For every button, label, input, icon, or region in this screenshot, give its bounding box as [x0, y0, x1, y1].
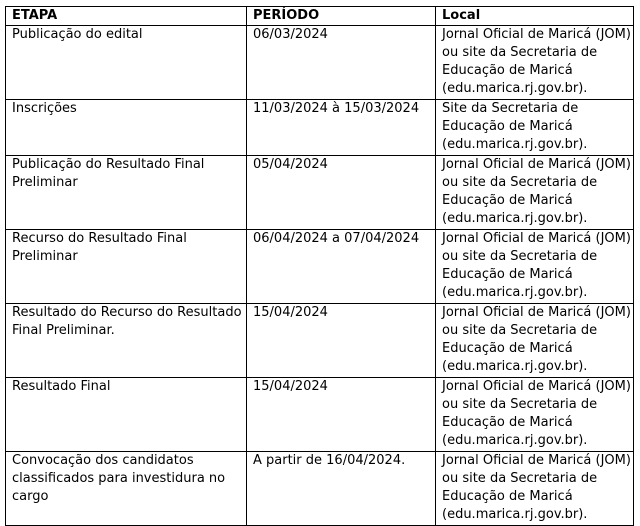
cell-etapa: Publicação do Resultado Final Preliminar: [6, 156, 247, 230]
header-row: [6, 7, 634, 26]
table-row: [6, 452, 634, 526]
table-row: [6, 304, 634, 378]
table-row: [6, 156, 634, 230]
header-etapa: ETAPA: [6, 7, 247, 26]
header-local: Local: [436, 7, 634, 26]
cell-periodo: 06/03/2024: [247, 26, 436, 100]
cell-local: Jornal Oficial de Maricá (JOM) ou site da Secretaria de Educação de Maricá (edu.marica.rj.gov.br).: [436, 156, 634, 230]
table-row: [6, 100, 634, 156]
table-row: [6, 378, 634, 452]
cell-local: Jornal Oficial de Maricá (JOM) ou site da Secretaria de Educação de Maricá (edu.marica.rj.gov.br).: [436, 452, 634, 526]
cell-etapa: Inscrições: [6, 100, 247, 156]
cell-local: Jornal Oficial de Maricá (JOM) ou site da Secretaria de Educação de Maricá (edu.marica.rj.gov.br).: [436, 378, 634, 452]
cell-periodo: 15/04/2024: [247, 304, 436, 378]
cell-periodo: 06/04/2024 a 07/04/2024: [247, 230, 436, 304]
header-periodo: PERÍODO: [247, 7, 436, 26]
cell-local: Site da Secretaria de Educação de Maricá (edu.marica.rj.gov.br).: [436, 100, 634, 156]
table-header: [6, 7, 634, 26]
cell-periodo: 05/04/2024: [247, 156, 436, 230]
cell-periodo: 11/03/2024 à 15/03/2024: [247, 100, 436, 156]
cell-local: Jornal Oficial de Maricá (JOM) ou site da Secretaria de Educação de Maricá (edu.marica.rj.gov.br).: [436, 304, 634, 378]
schedule-table: [5, 6, 634, 526]
cell-etapa: Convocação dos candidatos classificados para investidura no cargo: [6, 452, 247, 526]
cell-periodo: A partir de 16/04/2024.: [247, 452, 436, 526]
cell-etapa: Publicação do edital: [6, 26, 247, 100]
cell-etapa: Recurso do Resultado Final Preliminar: [6, 230, 247, 304]
cell-etapa: Resultado do Recurso do Resultado Final Preliminar.: [6, 304, 247, 378]
cell-local: Jornal Oficial de Maricá (JOM) ou site da Secretaria de Educação de Maricá (edu.marica.rj.gov.br).: [436, 230, 634, 304]
cell-local: Jornal Oficial de Maricá (JOM) ou site da Secretaria de Educação de Maricá (edu.marica.rj.gov.br).: [436, 26, 634, 100]
cell-periodo: 15/04/2024: [247, 378, 436, 452]
table-body: [6, 26, 634, 526]
table-row: [6, 26, 634, 100]
table-row: [6, 230, 634, 304]
cell-etapa: Resultado Final: [6, 378, 247, 452]
